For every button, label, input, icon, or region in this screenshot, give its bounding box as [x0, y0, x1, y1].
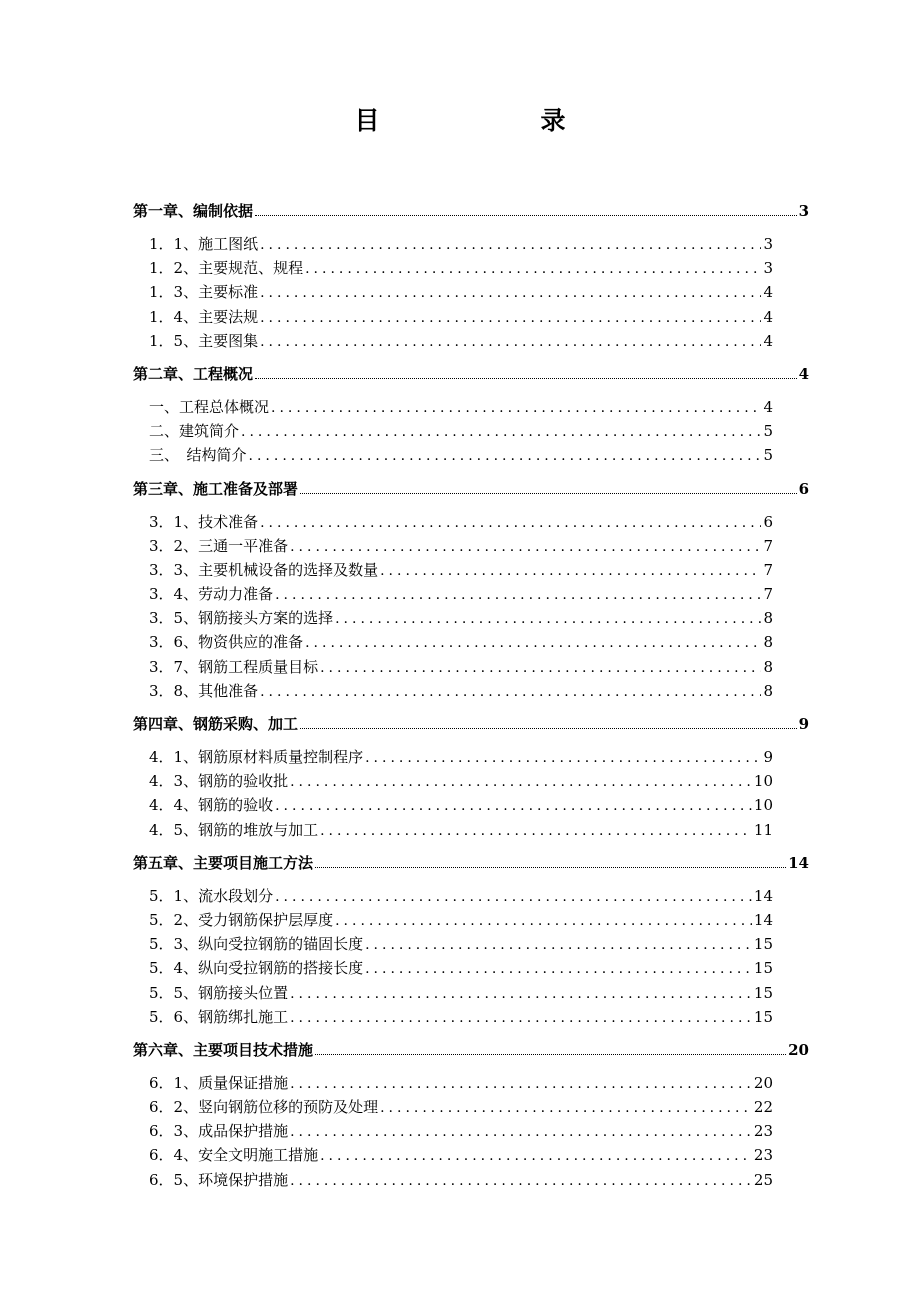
toc-entry-label: 6．2、竖向钢筋位移的预防及处理 [149, 1098, 379, 1117]
toc-entry-page-number: 7 [763, 560, 773, 579]
toc-entry[interactable] [133, 232, 809, 256]
toc-chapter-label: 第二章、工程概况 [133, 364, 254, 383]
toc-chapter-6[interactable] [133, 1037, 809, 1063]
toc-entry-label: 1．1、施工图纸 [149, 235, 259, 253]
toc-dot-leader [290, 982, 752, 1006]
toc-dot-leader [260, 281, 761, 305]
toc-dot-leader [249, 444, 762, 468]
toc-entry-label: 5．4、纵向受拉钢筋的搭接长度 [149, 959, 364, 978]
toc-dot-leader [380, 1096, 752, 1120]
toc-dot-leader [315, 1054, 786, 1055]
toc-dot-leader [255, 378, 797, 379]
toc-entry-label: 4．4、钢筋的验收 [149, 796, 274, 815]
toc-entry-label: 二、建筑简介 [149, 422, 240, 441]
toc-entry-page-number: 14 [753, 910, 773, 929]
toc-entry-label: 1．2、主要规范、规程 [149, 259, 304, 278]
toc-entry[interactable] [133, 419, 809, 443]
toc-entry[interactable] [133, 305, 809, 329]
toc-dot-leader [275, 583, 761, 607]
toc-entry-label: 1．5、主要图集 [149, 331, 259, 350]
toc-dot-leader [380, 559, 761, 583]
toc-dot-leader [260, 306, 761, 330]
toc-entry[interactable] [133, 606, 809, 630]
toc-entry-label: 一、工程总体概况 [149, 397, 270, 416]
toc-entry[interactable] [133, 443, 809, 467]
toc-chapter-label: 第一章、编制依据 [133, 202, 254, 220]
toc-entry-page-number: 9 [763, 748, 773, 766]
toc-dot-leader [320, 1144, 752, 1168]
toc-entry-page-number: 15 [753, 959, 773, 978]
toc-entry-label: 3．3、主要机械设备的选择及数量 [149, 560, 379, 579]
toc-entry[interactable] [133, 932, 809, 956]
toc-entry[interactable] [133, 769, 809, 793]
toc-dot-leader [290, 770, 752, 794]
toc-dot-leader [260, 330, 761, 354]
toc-chapter-label: 第四章、钢筋采购、加工 [133, 715, 299, 733]
toc-entry[interactable] [133, 256, 809, 280]
toc-entry[interactable] [133, 884, 809, 908]
toc-entry-page-number: 6 [763, 512, 773, 531]
toc-entry[interactable] [133, 1168, 809, 1192]
toc-dot-leader [290, 535, 761, 559]
toc-dot-leader [335, 607, 761, 631]
toc-entry-page-number: 3 [763, 235, 773, 253]
toc-entry[interactable] [133, 582, 809, 606]
toc-chapter-page-number: 6 [798, 479, 809, 498]
toc-chapter-2[interactable] [133, 361, 809, 387]
toc-entry[interactable] [133, 655, 809, 679]
toc-dot-leader [241, 420, 761, 444]
toc-dot-leader [290, 1169, 752, 1193]
toc-entry-page-number: 14 [753, 886, 773, 905]
toc-entry[interactable] [133, 280, 809, 304]
toc-entry-page-number: 23 [753, 1146, 773, 1165]
toc-chapter-1[interactable] [133, 198, 809, 224]
toc-entry-page-number: 8 [763, 633, 773, 652]
toc-chapter-label: 第六章、主要项目技术措施 [133, 1040, 314, 1059]
toc-entry-label: 5．3、纵向受拉钢筋的锚固长度 [149, 935, 364, 954]
toc-entry-label: 3．1、技术准备 [149, 512, 259, 531]
toc-dot-leader [365, 933, 752, 957]
toc-entry[interactable] [133, 908, 809, 932]
toc-entry-label: 4．3、钢筋的验收批 [149, 772, 289, 791]
toc-dot-leader [290, 1006, 752, 1030]
toc-entry-label: 3．5、钢筋接头方案的选择 [149, 609, 334, 628]
toc-chapter-page-number: 14 [788, 853, 809, 872]
toc-entry[interactable] [133, 679, 809, 703]
toc-chapter-page-number: 9 [798, 715, 809, 733]
page-title: 目 录 [354, 106, 634, 135]
toc-entry[interactable] [133, 510, 809, 534]
toc-entry-label: 4．5、钢筋的堆放与加工 [149, 820, 319, 839]
toc-entry-label: 5．5、钢筋接头位置 [149, 983, 289, 1002]
toc-entry-page-number: 8 [763, 609, 773, 628]
toc-entry[interactable] [133, 745, 809, 769]
toc-entry-label: 4．1、钢筋原材料质量控制程序 [149, 748, 364, 766]
toc-dot-leader [260, 511, 761, 535]
toc-entry-label: 3．4、劳动力准备 [149, 585, 274, 604]
toc-entry[interactable] [133, 1071, 809, 1095]
toc-entry[interactable] [133, 534, 809, 558]
toc-chapter-page-number: 4 [798, 364, 809, 383]
toc-entry[interactable] [133, 981, 809, 1005]
toc-dot-leader [271, 396, 761, 420]
toc-entry-label: 3．8、其他准备 [149, 681, 259, 700]
toc-entry-page-number: 7 [763, 536, 773, 555]
toc-entry-page-number: 3 [763, 259, 773, 278]
toc-entry-page-number: 4 [763, 331, 773, 350]
toc-entry-page-number: 4 [763, 307, 773, 326]
toc-entry-page-number: 25 [753, 1170, 773, 1189]
toc-entry-page-number: 20 [753, 1073, 773, 1092]
toc-entry-page-number: 10 [753, 796, 773, 815]
toc-entry-label: 5．1、流水段划分 [149, 886, 274, 905]
toc-chapter-label: 第五章、主要项目施工方法 [133, 853, 314, 872]
toc-dot-leader [290, 1120, 752, 1144]
toc-entry[interactable] [133, 395, 809, 419]
toc-chapter-page-number: 20 [788, 1040, 809, 1059]
toc-entry-label: 3．7、钢筋工程质量目标 [149, 657, 319, 676]
toc-entry-page-number: 5 [763, 446, 773, 465]
toc-entry-page-number: 22 [753, 1098, 773, 1117]
toc-dot-leader [335, 909, 752, 933]
toc-entry-page-number: 15 [753, 1007, 773, 1026]
toc-dot-leader [300, 728, 797, 729]
toc-entry-label: 6．1、质量保证措施 [149, 1073, 289, 1092]
toc-entry-label: 3．6、物资供应的准备 [149, 633, 304, 652]
toc-dot-leader [290, 1072, 752, 1096]
toc-entry-label: 6．3、成品保护措施 [149, 1122, 289, 1141]
toc-entry-page-number: 4 [763, 397, 773, 416]
toc-entry-page-number: 8 [763, 657, 773, 676]
toc-dot-leader [365, 957, 752, 981]
toc-chapter-3[interactable] [133, 476, 809, 502]
toc-dot-leader [275, 885, 752, 909]
toc-entry-page-number: 7 [763, 585, 773, 604]
toc-dot-leader [260, 680, 761, 704]
toc-chapter-page-number: 3 [798, 202, 809, 220]
toc-dot-leader [260, 233, 761, 257]
toc-entry[interactable] [133, 558, 809, 582]
toc-entry[interactable] [133, 329, 809, 353]
toc-entry-label: 三、 结构简介 [149, 446, 247, 465]
toc-entry-page-number: 4 [763, 283, 773, 302]
toc-dot-leader [305, 257, 761, 281]
toc-dot-leader [300, 493, 797, 494]
toc-entry-label: 1．3、主要标准 [149, 283, 259, 302]
toc-entry-label: 6．4、安全文明施工措施 [149, 1146, 319, 1165]
toc-entry[interactable] [133, 630, 809, 654]
toc-entry-page-number: 5 [763, 422, 773, 441]
toc-entry-page-number: 23 [753, 1122, 773, 1141]
toc-entry[interactable] [133, 818, 809, 842]
toc-chapter-4[interactable] [133, 711, 809, 737]
toc-entry[interactable] [133, 1119, 809, 1143]
toc-dot-leader [315, 867, 786, 868]
toc-entry[interactable] [133, 1095, 809, 1119]
toc-chapter-label: 第三章、施工准备及部署 [133, 479, 299, 498]
toc-entry-label: 1．4、主要法规 [149, 307, 259, 326]
toc-dot-leader [320, 819, 752, 843]
toc-entry-label: 5．2、受力钢筋保护层厚度 [149, 910, 334, 929]
toc-entry[interactable] [133, 1005, 809, 1029]
toc-entry-page-number: 11 [753, 820, 773, 839]
toc-chapter-5[interactable] [133, 850, 809, 876]
toc-entry-label: 3．2、三通一平准备 [149, 536, 289, 555]
toc-entry-label: 6．5、环境保护措施 [149, 1170, 289, 1189]
toc-entry-page-number: 15 [753, 935, 773, 954]
toc-dot-leader [320, 656, 761, 680]
toc-entry[interactable] [133, 1143, 809, 1167]
toc-entry-page-number: 8 [763, 681, 773, 700]
toc-dot-leader [255, 215, 797, 216]
toc-dot-leader [305, 631, 761, 655]
toc-entry[interactable] [133, 956, 809, 980]
toc-dot-leader [275, 794, 752, 818]
toc-entry-page-number: 15 [753, 983, 773, 1002]
toc-entry-label: 5．6、钢筋绑扎施工 [149, 1007, 289, 1026]
toc-entry-page-number: 10 [753, 772, 773, 791]
toc-entry[interactable] [133, 793, 809, 817]
table-of-contents [133, 190, 809, 1192]
toc-dot-leader [365, 746, 761, 770]
